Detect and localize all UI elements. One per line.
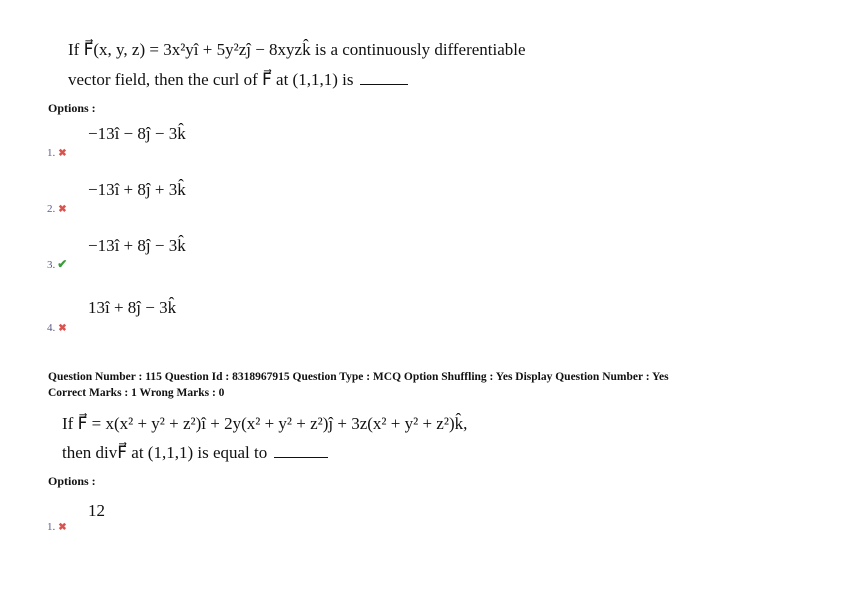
option-number-row <box>47 199 67 217</box>
option-number-row <box>47 517 67 535</box>
question-text-line-2 <box>68 70 408 90</box>
question-meta-line-1: Question Number : 115 Question Id : 8318967915 Question Type : MCQ Option Shuffling : Yes Display Question Number : Yes <box>48 371 669 383</box>
question-text-line-2 <box>62 443 328 463</box>
question-text-line-2-content: then divF⃗ at (1,1,1) is equal to <box>62 443 268 462</box>
question-text-line-2-content: vector field, then the curl of F⃗ at (1,1,1) is <box>68 70 354 89</box>
wrong-mark-icon: ✖ <box>58 204 67 215</box>
check-mark-icon: ✔ <box>57 257 68 271</box>
option-number-row <box>47 255 67 273</box>
option-number: 2. <box>47 203 56 215</box>
option-number: 1. <box>47 147 56 159</box>
wrong-mark-icon: ✖ <box>58 522 67 533</box>
question-text-line-1: If F⃗(x, y, z) = 3x²yî + 5y²zĵ − 8xyzk̂ is a continuously differentiable <box>68 40 526 59</box>
wrong-mark-icon: ✖ <box>58 323 67 334</box>
options-label: Options : <box>48 474 96 488</box>
option-text: −13î + 8ĵ + 3k̂ <box>88 180 186 199</box>
option-number-row <box>47 318 67 336</box>
option-text: −13î − 8ĵ − 3k̂ <box>88 124 186 143</box>
wrong-mark-icon: ✖ <box>58 148 67 159</box>
question-meta-line-2: Correct Marks : 1 Wrong Marks : 0 <box>48 387 225 399</box>
option-text: 12 <box>88 501 105 520</box>
option-text: −13î + 8ĵ − 3k̂ <box>88 236 186 255</box>
option-text: 13î + 8ĵ − 3k̂ <box>88 298 177 317</box>
answer-blank <box>274 457 328 458</box>
options-label: Options : <box>48 101 96 115</box>
option-number: 3. <box>47 259 56 271</box>
option-number-row <box>47 143 67 161</box>
option-number: 1. <box>47 521 56 533</box>
option-number: 4. <box>47 322 56 334</box>
question-text-line-1: If F⃗ = x(x² + y² + z²)î + 2y(x² + y² + z²)ĵ + 3z(x² + y² + z²)k̂, <box>62 414 468 433</box>
answer-blank <box>360 84 408 85</box>
